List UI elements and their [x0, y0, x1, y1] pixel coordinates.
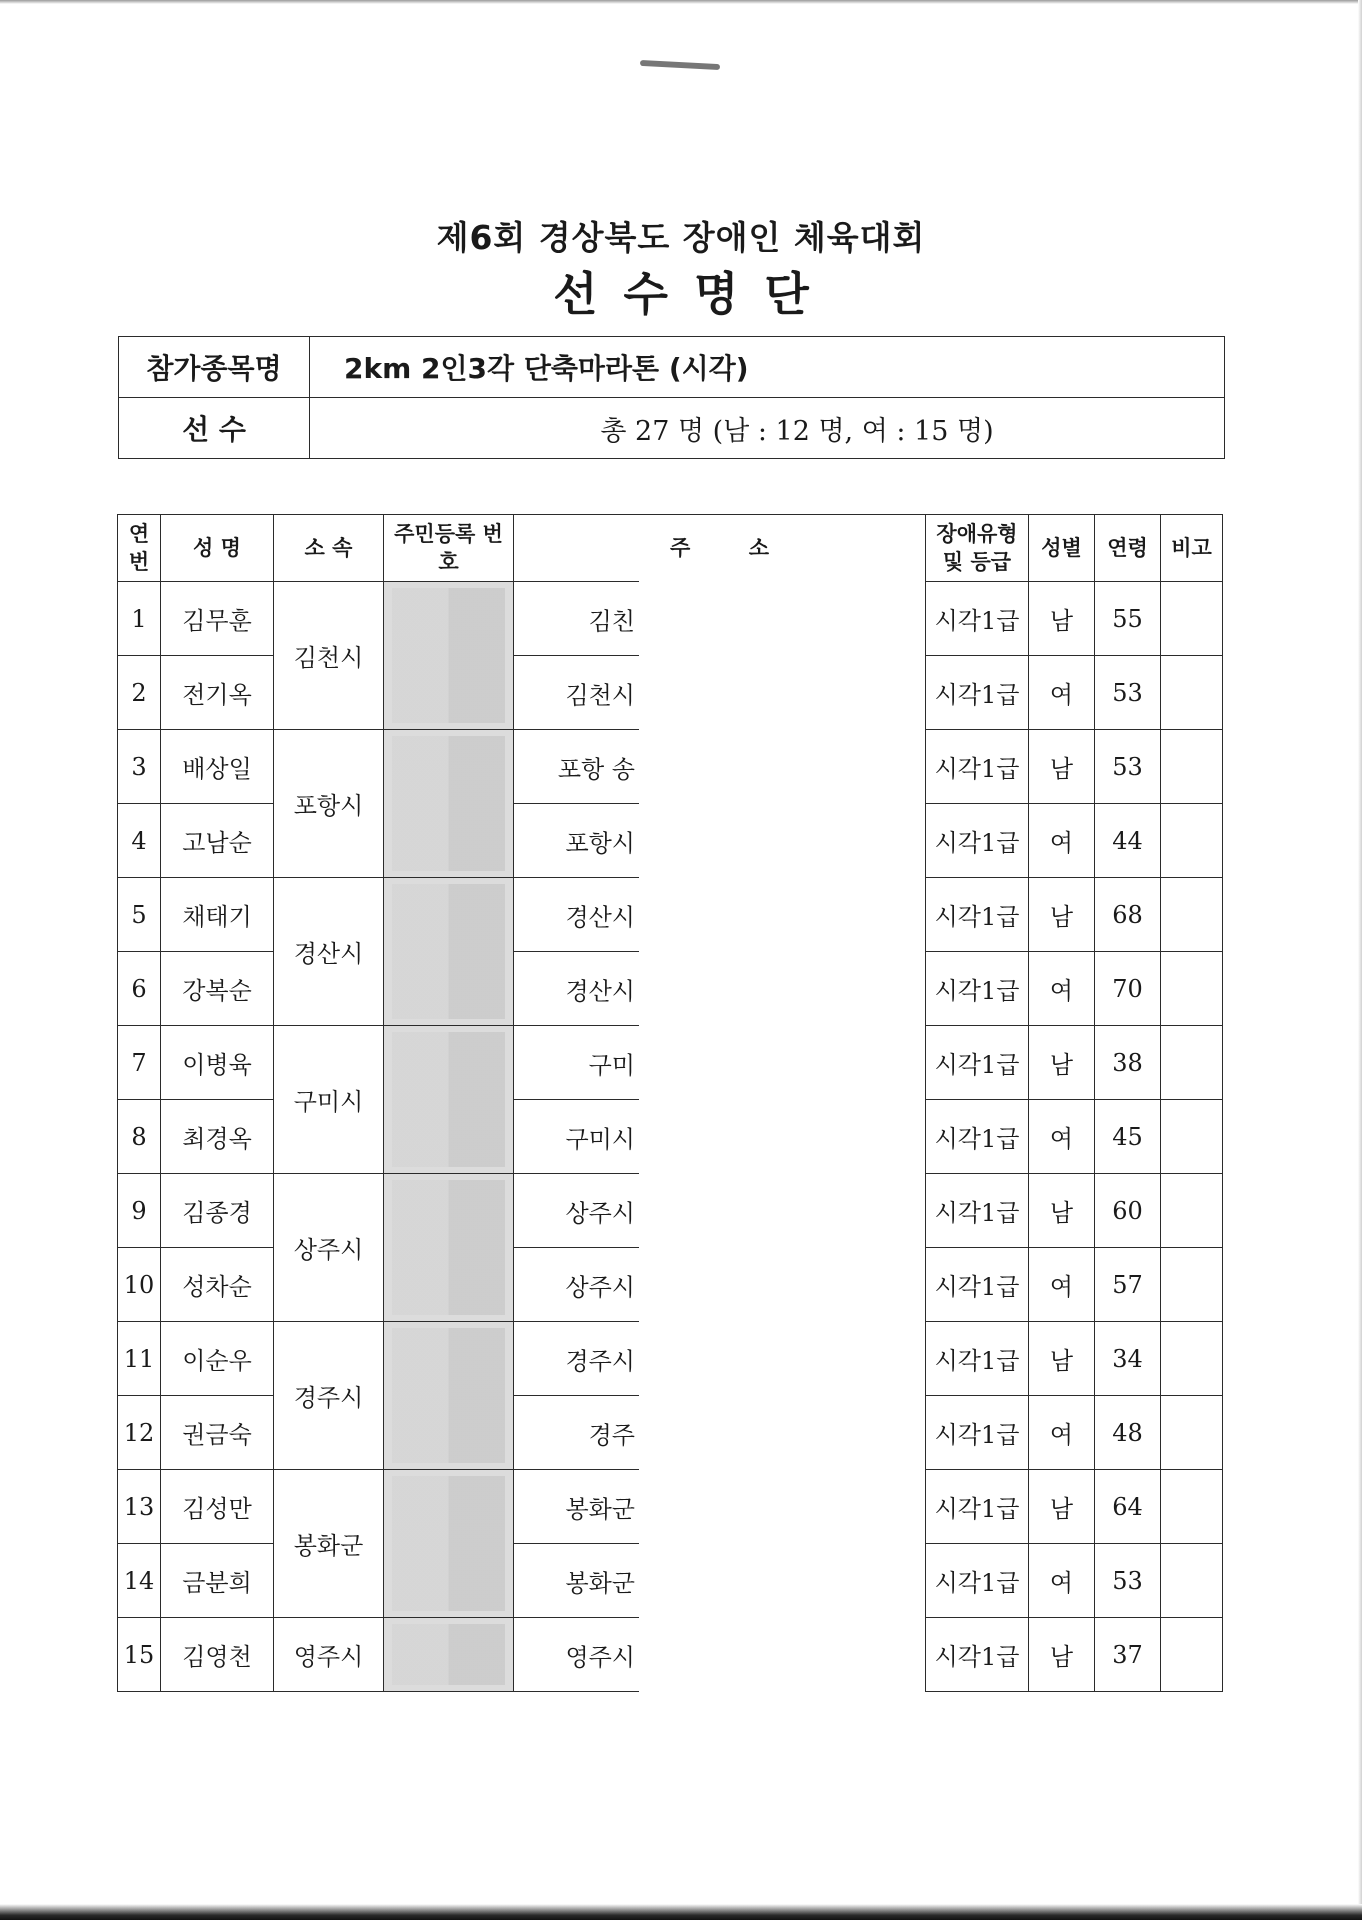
players-value: 총 27 명 (남 : 12 명, 여 : 15 명): [310, 398, 1225, 459]
note: [1161, 1248, 1223, 1322]
row-number: 4: [118, 804, 161, 878]
address-redaction: [639, 1395, 925, 1470]
disability-grade: 시각1급: [926, 804, 1029, 878]
disability-grade: 시각1급: [926, 656, 1029, 730]
summary-table: [118, 336, 1225, 459]
redaction-blur: [392, 1624, 505, 1685]
note: [1161, 878, 1223, 952]
affiliation-label: 봉화군: [293, 1532, 364, 1560]
address-cell: [514, 1544, 926, 1618]
address-text: 포항시: [565, 829, 635, 857]
gender: 남: [1029, 1470, 1095, 1544]
table-row: [118, 582, 1223, 656]
affiliation-cell: [274, 1322, 384, 1470]
address-redaction: [639, 729, 925, 804]
address-text: 영주시: [565, 1643, 635, 1671]
address-cell: [514, 1396, 926, 1470]
note: [1161, 1470, 1223, 1544]
row-number: 6: [118, 952, 161, 1026]
row-number: 15: [118, 1618, 161, 1692]
address-cell: [514, 1618, 926, 1692]
event-row: [119, 337, 1225, 398]
age: 53: [1095, 1544, 1161, 1618]
age: 64: [1095, 1470, 1161, 1544]
rrn-redacted: [384, 1174, 514, 1322]
row-number: 8: [118, 1100, 161, 1174]
rrn-redacted: [384, 1618, 514, 1692]
note: [1161, 656, 1223, 730]
player-name: 강복순: [161, 952, 274, 1026]
rrn-redacted: [384, 582, 514, 730]
address-cell: [514, 730, 926, 804]
header-gender: 성별: [1029, 515, 1095, 582]
row-number: 11: [118, 1322, 161, 1396]
header-name: 성 명: [161, 515, 274, 582]
redaction-blur: [392, 1476, 505, 1611]
affiliation-cell: [274, 582, 384, 730]
age: 45: [1095, 1100, 1161, 1174]
rrn-redacted: [384, 730, 514, 878]
gender: 남: [1029, 1026, 1095, 1100]
player-name: 김종경: [161, 1174, 274, 1248]
rrn-redacted: [384, 878, 514, 1026]
age: 70: [1095, 952, 1161, 1026]
affiliation-cell: [274, 1026, 384, 1174]
player-name: 전기옥: [161, 656, 274, 730]
address-text: 봉화군: [565, 1569, 635, 1597]
gender: 남: [1029, 1174, 1095, 1248]
address-redaction: [639, 803, 925, 878]
event-value: 2km 2인3각 단축마라톤 (시각): [310, 337, 1225, 398]
age: 37: [1095, 1618, 1161, 1692]
table-row: [118, 1618, 1223, 1692]
affiliation-cell: [274, 1470, 384, 1618]
gender: 여: [1029, 952, 1095, 1026]
row-number: 10: [118, 1248, 161, 1322]
redaction-blur: [392, 736, 505, 871]
gender: 남: [1029, 582, 1095, 656]
note: [1161, 1544, 1223, 1618]
header-no: 연번: [118, 515, 161, 582]
table-header-row: [118, 515, 1223, 582]
disability-grade: 시각1급: [926, 1174, 1029, 1248]
note: [1161, 804, 1223, 878]
header-disability: 장애유형 및 등급: [926, 515, 1029, 582]
address-cell: [514, 1322, 926, 1396]
gender: 남: [1029, 1322, 1095, 1396]
note: [1161, 952, 1223, 1026]
redaction-blur: [392, 1328, 505, 1463]
address-text: 구미시: [565, 1125, 635, 1153]
header-age: 연령: [1095, 515, 1161, 582]
player-name: 배상일: [161, 730, 274, 804]
affiliation-cell: [274, 878, 384, 1026]
disability-grade: 시각1급: [926, 582, 1029, 656]
age: 53: [1095, 656, 1161, 730]
player-name: 권금숙: [161, 1396, 274, 1470]
age: 68: [1095, 878, 1161, 952]
address-cell: [514, 1100, 926, 1174]
age: 44: [1095, 804, 1161, 878]
disability-grade: 시각1급: [926, 1618, 1029, 1692]
address-redaction: [639, 951, 925, 1026]
address-text: 경주시: [565, 1347, 635, 1375]
player-name: 이순우: [161, 1322, 274, 1396]
age: 60: [1095, 1174, 1161, 1248]
address-text: 김친: [588, 607, 635, 635]
address-cell: [514, 582, 926, 656]
address-redaction: [639, 1617, 925, 1692]
address-text: 상주시: [565, 1273, 635, 1301]
gender: 남: [1029, 1618, 1095, 1692]
scan-top-edge: [0, 0, 1362, 4]
address-cell: [514, 1248, 926, 1322]
row-number: 5: [118, 878, 161, 952]
disability-grade: 시각1급: [926, 878, 1029, 952]
player-name: 금분희: [161, 1544, 274, 1618]
age: 53: [1095, 730, 1161, 804]
row-number: 1: [118, 582, 161, 656]
disability-grade: 시각1급: [926, 1322, 1029, 1396]
player-name: 최경옥: [161, 1100, 274, 1174]
player-name: 김영천: [161, 1618, 274, 1692]
disability-grade: 시각1급: [926, 1544, 1029, 1618]
disability-grade: 시각1급: [926, 952, 1029, 1026]
address-cell: [514, 656, 926, 730]
header-address: 주 소: [514, 515, 926, 582]
gender: 여: [1029, 1248, 1095, 1322]
affiliation-label: 영주시: [293, 1643, 364, 1671]
redaction-blur: [392, 1180, 505, 1315]
scan-bottom-edge: [0, 1904, 1362, 1920]
disability-grade: 시각1급: [926, 1470, 1029, 1544]
redaction-blur: [392, 884, 505, 1019]
rrn-redacted: [384, 1470, 514, 1618]
rrn-redacted: [384, 1322, 514, 1470]
age: 55: [1095, 582, 1161, 656]
address-redaction: [639, 1321, 925, 1396]
document-title: 제6회 경상북도 장애인 체육대회: [436, 218, 926, 257]
address-redaction: [639, 1469, 925, 1544]
gender: 여: [1029, 1100, 1095, 1174]
note: [1161, 1396, 1223, 1470]
rrn-redacted: [384, 1026, 514, 1174]
redaction-blur: [392, 1032, 505, 1167]
disability-grade: 시각1급: [926, 1100, 1029, 1174]
address-cell: [514, 1174, 926, 1248]
roster-table: [117, 514, 1223, 1692]
header-affiliation: 소 속: [274, 515, 384, 582]
age: 38: [1095, 1026, 1161, 1100]
gender: 남: [1029, 878, 1095, 952]
table-row: [118, 1470, 1223, 1544]
note: [1161, 1100, 1223, 1174]
address-redaction: [639, 1247, 925, 1322]
header-note: 비고: [1161, 515, 1223, 582]
table-row: [118, 1026, 1223, 1100]
disability-grade: 시각1급: [926, 1396, 1029, 1470]
document-subtitle: 선수명단: [553, 267, 835, 321]
address-redaction: [639, 581, 925, 656]
affiliation-label: 상주시: [293, 1236, 364, 1264]
affiliation-label: 김천시: [293, 644, 364, 672]
note: [1161, 730, 1223, 804]
header-rrn: 주민등록 번 호: [384, 515, 514, 582]
disability-grade: 시각1급: [926, 730, 1029, 804]
gender: 여: [1029, 656, 1095, 730]
affiliation-cell: [274, 1174, 384, 1322]
address-cell: [514, 1026, 926, 1100]
table-row: [118, 1322, 1223, 1396]
player-name: 김성만: [161, 1470, 274, 1544]
affiliation-label: 경주시: [293, 1384, 364, 1412]
gender: 여: [1029, 1396, 1095, 1470]
note: [1161, 1174, 1223, 1248]
row-number: 2: [118, 656, 161, 730]
affiliation-label: 구미시: [293, 1088, 364, 1116]
address-redaction: [639, 1173, 925, 1248]
player-name: 이병육: [161, 1026, 274, 1100]
address-cell: [514, 1470, 926, 1544]
note: [1161, 1026, 1223, 1100]
affiliation-label: 경산시: [293, 940, 364, 968]
player-name: 김무훈: [161, 582, 274, 656]
table-row: [118, 878, 1223, 952]
age: 48: [1095, 1396, 1161, 1470]
address-redaction: [639, 655, 925, 730]
address-cell: [514, 804, 926, 878]
note: [1161, 582, 1223, 656]
address-text: 상주시: [565, 1199, 635, 1227]
row-number: 13: [118, 1470, 161, 1544]
age: 57: [1095, 1248, 1161, 1322]
redaction-blur: [392, 588, 505, 723]
player-name: 성차순: [161, 1248, 274, 1322]
table-row: [118, 730, 1223, 804]
address-text: 경산시: [565, 903, 635, 931]
row-number: 7: [118, 1026, 161, 1100]
affiliation-cell: [274, 1618, 384, 1692]
affiliation-cell: [274, 730, 384, 878]
event-label: 참가종목명: [119, 337, 310, 398]
disability-grade: 시각1급: [926, 1026, 1029, 1100]
row-number: 9: [118, 1174, 161, 1248]
disability-grade: 시각1급: [926, 1248, 1029, 1322]
player-name: 채태기: [161, 878, 274, 952]
player-name: 고남순: [161, 804, 274, 878]
gender: 남: [1029, 730, 1095, 804]
address-text: 김천시: [565, 681, 635, 709]
row-number: 12: [118, 1396, 161, 1470]
gender: 여: [1029, 804, 1095, 878]
affiliation-label: 포항시: [293, 792, 364, 820]
address-text: 경산시: [565, 977, 635, 1005]
staple-mark: [640, 60, 720, 70]
address-redaction: [639, 877, 925, 952]
address-cell: [514, 878, 926, 952]
table-row: [118, 1174, 1223, 1248]
gender: 여: [1029, 1544, 1095, 1618]
row-number: 3: [118, 730, 161, 804]
players-row: [119, 398, 1225, 459]
note: [1161, 1618, 1223, 1692]
address-redaction: [639, 1025, 925, 1100]
address-text: 구미: [588, 1051, 635, 1079]
address-text: 포항 송: [557, 755, 635, 783]
age: 34: [1095, 1322, 1161, 1396]
address-cell: [514, 952, 926, 1026]
note: [1161, 1322, 1223, 1396]
address-redaction: [639, 1099, 925, 1174]
address-text: 봉화군: [565, 1495, 635, 1523]
address-text: 경주: [588, 1421, 635, 1449]
row-number: 14: [118, 1544, 161, 1618]
address-redaction: [639, 1543, 925, 1618]
players-label: 선 수: [119, 398, 310, 459]
